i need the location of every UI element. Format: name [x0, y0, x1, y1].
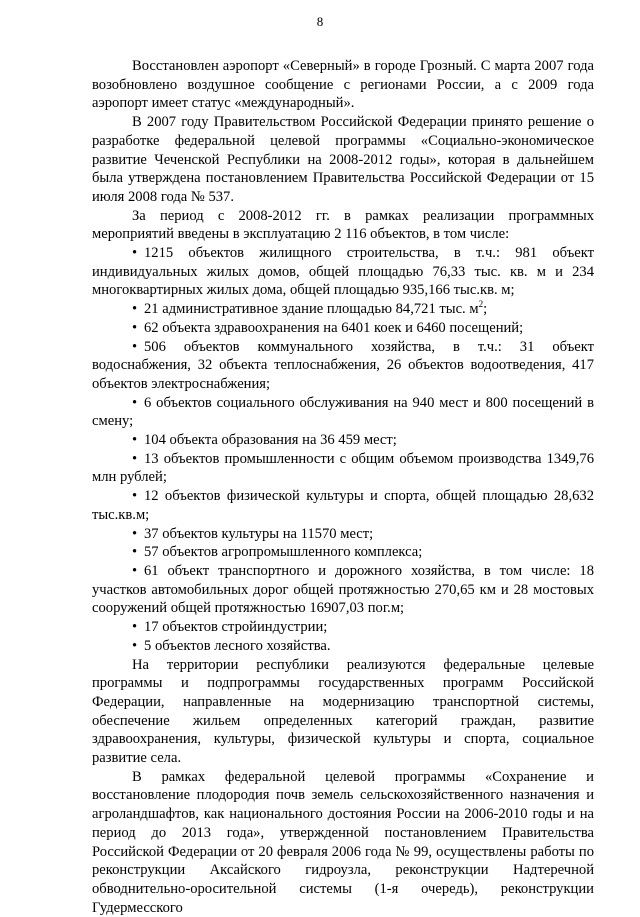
bullet-icon: • [132, 319, 138, 336]
bullet-icon: • [132, 488, 138, 505]
list-item-text: 57 объектов агропромышленного комплекса; [144, 544, 423, 561]
list-item [92, 562, 594, 618]
list-item-text: 21 административное здание площадью 84,721 тыс. м [144, 301, 479, 318]
list-item-text: 506 объектов коммунального хозяйства, в т.ч.: 31 объект водоснабжения, 32 объекта теплоснабжения, 26 объектов водоотведения, 417 объектов электроснабжения; [92, 338, 594, 392]
bullet-icon: • [132, 562, 138, 579]
bullet-icon: • [132, 338, 138, 355]
list-item [92, 394, 594, 431]
list-item [92, 543, 594, 562]
list-item [92, 618, 594, 637]
list-item-text: 13 объектов промышленности с общим объемом производства 1349,76 млн рублей; [92, 450, 594, 486]
bullet-icon: • [132, 525, 138, 542]
bullet-icon: • [132, 394, 138, 411]
paragraph-airport: Восстановлен аэропорт «Северный» в городе Грозный. С марта 2007 года возобновлено воздушное сообщение с регионами России, а с 2009 года аэропорт имеет статус «международный». [92, 58, 594, 112]
paragraph-objects-intro: За период с 2008-2012 гг. в рамках реализации программных мероприятий введены в эксплуатацию 2 116 объектов, в том числе: [92, 207, 594, 243]
list-item-text: 1215 объектов жилищного строительства, в т.ч.: 981 объект индивидуальных жилых домов, общей площадью 76,33 тыс. кв. м и 234 многоквартирных жилых дома, общей площадью 935,166 тыс.кв. м; [92, 245, 594, 299]
list-item [92, 319, 594, 338]
document-body [92, 57, 594, 917]
list-item [92, 244, 594, 300]
bullet-icon: • [132, 619, 138, 636]
list-item-text: 37 объектов культуры на 11570 мест; [144, 525, 374, 542]
list-item-text: 12 объектов физической культуры и спорта, общей площадью 28,632 тыс.кв.м; [92, 488, 594, 523]
page-number: 8 [316, 14, 324, 29]
superscript: 2 [478, 299, 484, 310]
list-item-text: 5 объектов лесного хозяйства. [144, 637, 331, 654]
paragraph-federal-programs: На территории республики реализуются федеральные целевые программы и подпрограммы государственных программ Российской Федерации, направленные на модернизацию транспортной системы, обеспечение жильем определенных категорий граждан, развитие здравоохранения, культуры, физической культуры и спорта, социальное развитие села. [92, 656, 594, 767]
list-item-end: ; [483, 301, 488, 318]
list-item [92, 487, 594, 524]
list-item-text: 6 объектов социального обслуживания на 940 мест и 800 посещений в смену; [92, 394, 594, 430]
bullet-icon: • [132, 544, 138, 561]
bullet-icon: • [132, 432, 138, 449]
list-item [92, 637, 594, 656]
paragraph-soil-program: В рамках федеральной целевой программы «Сохранение и восстановление плодородия почв земель сельскохозяйственного назначения и агроландшафтов, как национального достояния России на 2006-2010 годы и на период до 2013 года», утвержденной постановлением Правительства Российской Федерации от 20 февраля 2006 года № 99, осуществлены работы по реконструкции Аксайского гидроузла, реконструкции Надтеречной обводнительно-оросительной системы (1-я очередь), реконструкции Гудермесского [92, 768, 594, 916]
list-item-text: 61 объект транспортного и дорожного хозяйства, в том числе: 18 участков автомобильных дорог общей протяжностью 270,65 км и 28 мостовых сооружений общей протяжностью 16907,03 пог.м; [92, 562, 594, 617]
bullet-icon: • [132, 245, 138, 262]
paragraph-federal-program: В 2007 году Правительством Российской Федерации принято решение о разработке федеральной целевой программы «Социально-экономическое развитие Чеченской Республики на 2008-2012 годы», которая в дальнейшем была утверждена постановлением Правительства Российской Федерации от 15 июля 2008 года № 537. [92, 114, 594, 205]
list-item-text: 104 объекта образования на 36 459 мест; [144, 432, 397, 449]
bullet-icon: • [132, 301, 138, 318]
list-item-text: 17 объектов стройиндустрии; [144, 619, 328, 636]
list-item-text: 62 объекта здравоохранения на 6401 коек и 6460 посещений; [144, 319, 524, 336]
list-item [92, 300, 594, 319]
list-item [92, 450, 594, 487]
list-item [92, 338, 594, 394]
bullet-icon: • [132, 450, 138, 467]
bullet-icon: • [132, 637, 138, 654]
list-item [92, 431, 594, 450]
list-item [92, 525, 594, 544]
